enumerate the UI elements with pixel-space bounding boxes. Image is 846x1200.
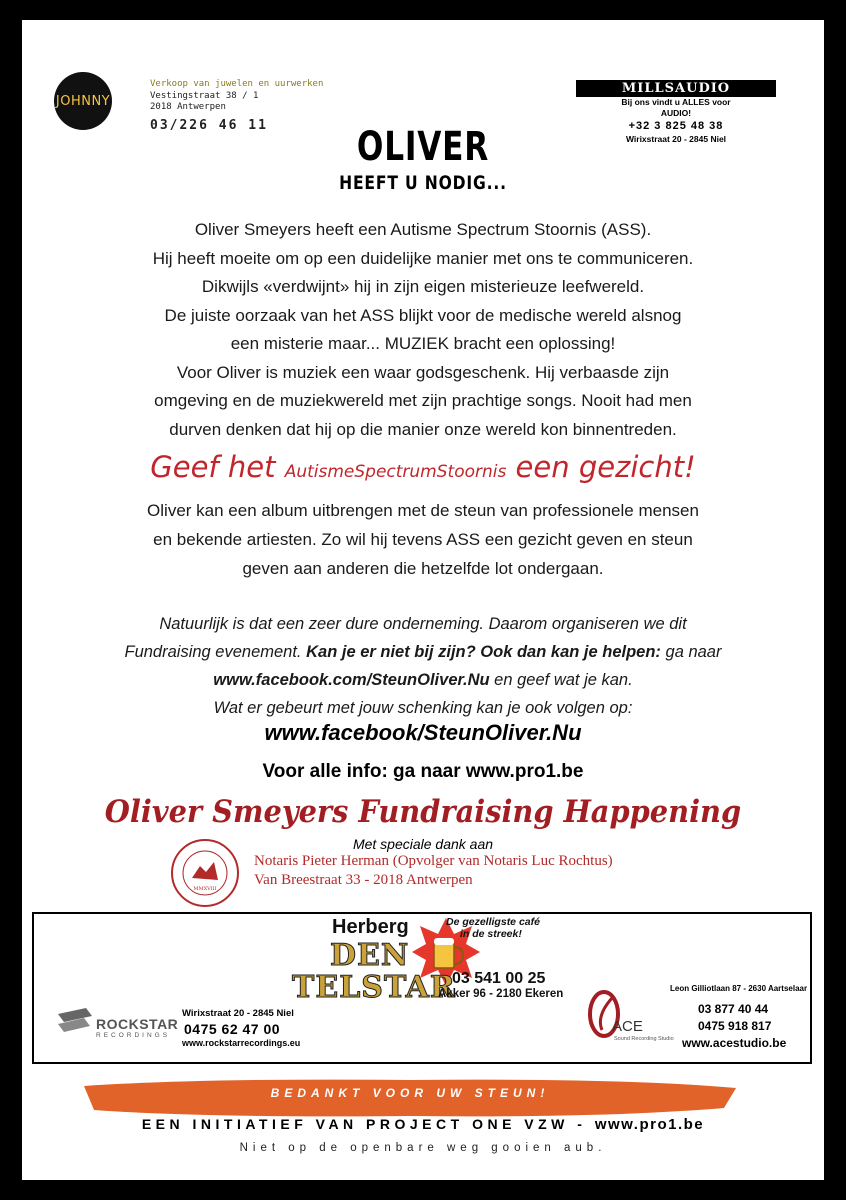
telstar-herberg: Herberg [332, 916, 409, 938]
notary-line2: Van Breestraat 33 - 2018 Antwerpen [254, 872, 473, 888]
telstar-tagline [446, 916, 540, 940]
fund-line3 [42, 666, 804, 694]
seal-year: MMXVIII [193, 886, 217, 892]
footer-note: Niet op de openbare weg gooien aub. [239, 1142, 607, 1154]
telstar-name: TELSTAR [292, 970, 456, 1005]
rockstar-logo-icon [56, 1006, 94, 1036]
millsaudio-logo: MILLSAUDIO [576, 80, 776, 97]
telstar-address: Akker 96 - 2180 Ekeren [438, 988, 564, 1000]
johnny-line3: 2018 Antwerpen [150, 102, 226, 112]
intro-line: Voor Oliver is muziek een waar godsgeschenk. Hij verbaasde zijn [176, 362, 670, 382]
thanks-banner: BEDANKT VOOR UW STEUN! [270, 1086, 550, 1100]
fund-line2c: ga naar [660, 643, 722, 661]
notary-info [254, 852, 613, 890]
rockstar-address: Wirixstraat 20 - 2845 Niel [182, 1008, 294, 1019]
intro-line: een misterie maar... MUZIEK bracht een oplossing! [230, 334, 616, 353]
ace-address: Leon Gilliotlaan 87 - 2630 Aartselaar [670, 984, 808, 993]
fund-line1: Natuurlijk is dat een zeer dure onderneming. Daarom organiseren we dit [159, 615, 687, 633]
ace-web[interactable]: www.acestudio.be [682, 1036, 787, 1050]
intro-line: Hij heeft moeite om op een duidelijke manier met ons te communiceren. [152, 248, 694, 268]
fund-line2a: Fundraising evenement. [124, 643, 307, 661]
rockstar-sub: RECORDINGS [96, 1032, 171, 1039]
initiative-text: EEN INITIATIEF VAN PROJECT ONE VZW - [141, 1116, 595, 1132]
ace-sub: Sound Recording Studio [614, 1036, 674, 1042]
fund-line2 [42, 638, 804, 666]
rockstar-name: ROCKSTAR [96, 1016, 179, 1032]
page-title: OLIVER [356, 124, 490, 170]
rockstar-web[interactable]: www.rockstarrecordings.eu [182, 1038, 301, 1048]
slogan-part3: een gezicht! [506, 450, 696, 484]
johnny-phone: 03/226 46 11 [150, 118, 268, 133]
slogan [22, 450, 824, 484]
telstar-den: DEN [330, 938, 410, 973]
rockstar-phone: 0475 62 47 00 [184, 1021, 281, 1037]
intro-line: Oliver Smeyers heeft een Autisme Spectrum Stoornis (ASS). [194, 220, 652, 239]
intro-line: De juiste oorzaak van het ASS blijkt voor de medische wereld alsnog [164, 305, 682, 325]
fund-line3b: en geef wat je kan. [489, 671, 633, 689]
johnny-line2: Vestingstraat 38 / 1 [150, 91, 259, 101]
initiative-line [22, 1116, 824, 1133]
telstar-phone: 03 541 00 25 [452, 970, 546, 987]
album-line: geven aan anderen die hetzelfde lot ondergaan. [242, 559, 604, 578]
album-line: Oliver kan een album uitbrengen met de steun van professionele mensen [147, 501, 699, 520]
intro-line: Dikwijls «verdwijnt» hij in zijn eigen misterieuze leefwereld. [201, 277, 645, 296]
millsaudio-address: Wirixstraat 20 - 2845 Niel [625, 134, 727, 144]
telstar-tag1: De gezelligste café [446, 916, 540, 928]
fund-line4: Wat er gebeurt met jouw schenking kan je ook volgen op: [213, 699, 633, 717]
info-line: Voor alle info: ga naar www.pro1.be [262, 761, 584, 782]
page-subtitle: HEEFT U NODIG... [339, 172, 507, 194]
fundraising-text [42, 610, 804, 722]
intro-line: durven denken dat hij op die manier onze wereld kon binnentreden. [169, 419, 677, 439]
happening-title: Oliver Smeyers Fundraising Happening [104, 794, 742, 830]
millsaudio-tagline1: Bij ons vindt u ALLES voor [621, 97, 731, 107]
flyer-page [22, 20, 824, 1180]
notary-seal-icon [170, 838, 240, 908]
fund-line2b: Kan je er niet bij zijn? Ook dan kan je helpen: [306, 643, 661, 661]
ace-name: ACE [612, 1018, 643, 1035]
millsaudio-tagline2: AUDIO! [660, 108, 692, 118]
ace-phone2: 0475 918 817 [698, 1019, 772, 1033]
sponsor-box [32, 912, 812, 1064]
ace-phone1: 03 877 40 44 [698, 1002, 769, 1016]
album-line: en bekende artiesten. Zo wil hij tevens ASS een gezicht geven en steun [153, 530, 693, 549]
facebook-link-1[interactable]: www.facebook.com/SteunOliver.Nu [213, 671, 490, 689]
notary-line1: Notaris Pieter Herman (Opvolger van Notaris Luc Rochtus) [254, 853, 613, 869]
telstar-tag2: in de streek! [460, 928, 522, 940]
facebook-link-2[interactable]: www.facebook/SteunOliver.Nu [264, 720, 582, 745]
intro-line: omgeving en de muziekwereld met zijn prachtige songs. Nooit had men [154, 391, 692, 410]
intro-text [62, 216, 784, 444]
johnny-logo: JOHNNY [54, 72, 112, 130]
album-text [62, 496, 784, 583]
slogan-part1: Geef het [150, 450, 285, 484]
millsaudio-phone: +32 3 825 48 38 [628, 120, 724, 132]
thanks-line: Met speciale dank aan [352, 836, 494, 852]
initiative-url[interactable]: www.pro1.be [594, 1116, 705, 1133]
johnny-line1: Verkoop van juwelen en uurwerken [150, 79, 324, 89]
slogan-part2: AutismeSpectrumStoornis [284, 462, 507, 482]
